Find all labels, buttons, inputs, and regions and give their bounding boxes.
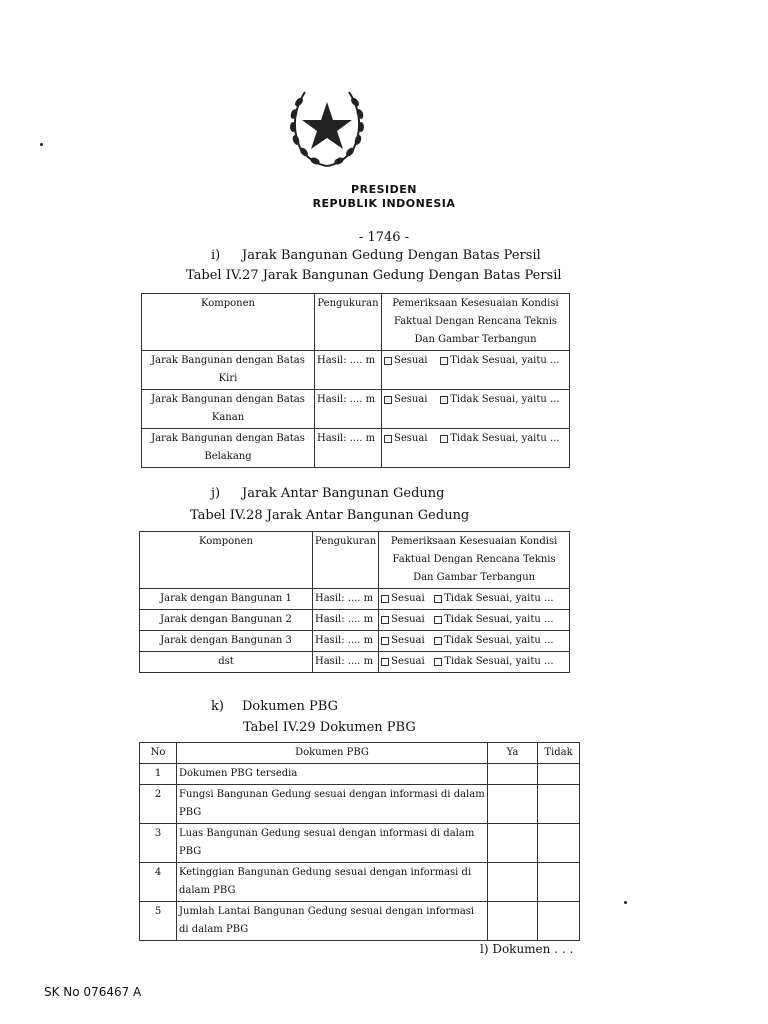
ya-cell[interactable] [488,764,538,785]
no-cell: 5 [140,902,177,941]
hasil-cell: Hasil: .... m [313,652,379,673]
tidak-cell[interactable] [538,902,580,941]
scan-speck [624,901,627,904]
col-pemeriksaan: Pemeriksaan Kesesuaian Kondisi Faktual Dengan Rencana Teknis Dan Gambar Terbangun [382,294,570,351]
status-cell [382,351,570,390]
sesuai-label: Sesuai [391,635,425,646]
sesuai-label: Sesuai [391,656,425,667]
checkbox-icon[interactable] [434,658,442,666]
table-row [142,429,570,468]
checkbox-icon[interactable] [384,435,392,443]
checkbox-icon[interactable] [381,637,389,645]
checkbox-icon[interactable] [440,435,448,443]
hasil-cell: Hasil: .... m [313,610,379,631]
status-cell [379,652,570,673]
col-komponen: Komponen [140,532,313,589]
continuation-text: l) Dokumen . . . [480,942,574,956]
komponen-cell: Jarak dengan Bangunan 1 [140,589,313,610]
komponen-cell: Jarak Bangunan dengan Batas Belakang [142,429,315,468]
checkbox-icon[interactable] [434,616,442,624]
dokumen-cell: Luas Bangunan Gedung sesuai dengan informasi di dalam PBG [177,824,488,863]
table-row [142,390,570,429]
sesuai-label: Sesuai [391,593,425,604]
checkbox-icon[interactable] [384,357,392,365]
table-row [142,351,570,390]
col-pengukuran: Pengukuran [315,294,382,351]
sesuai-label: Sesuai [394,355,428,366]
table28-caption: Tabel IV.28 Jarak Antar Bangunan Gedung [190,508,470,523]
hasil-cell: Hasil: .... m [315,351,382,390]
komponen-cell: Jarak dengan Bangunan 2 [140,610,313,631]
komponen-cell: Jarak dengan Bangunan 3 [140,631,313,652]
hasil-cell: Hasil: .... m [313,589,379,610]
dokumen-cell: Fungsi Bangunan Gedung sesuai dengan informasi di dalam PBG [177,785,488,824]
tidak-label: Tidak Sesuai, yaitu ... [450,355,560,366]
table-row [140,902,580,941]
table-iv27 [141,293,570,468]
checkbox-icon[interactable] [434,595,442,603]
section-j-title: Jarak Antar Bangunan Gedung [242,486,445,501]
no-cell: 3 [140,824,177,863]
tidak-label: Tidak Sesuai, yaitu ... [444,614,554,625]
table-row [140,824,580,863]
table-iv29 [139,742,580,941]
checkbox-icon[interactable] [381,616,389,624]
table29-caption: Tabel IV.29 Dokumen PBG [243,720,416,735]
national-emblem-icon [283,80,371,172]
checkbox-icon[interactable] [440,357,448,365]
table-row [140,589,570,610]
col-komponen: Komponen [142,294,315,351]
tidak-cell[interactable] [538,824,580,863]
status-cell [379,631,570,652]
no-cell: 2 [140,785,177,824]
hasil-cell: Hasil: .... m [315,390,382,429]
header-line1: PRESIDEN [351,183,417,196]
sesuai-label: Sesuai [394,394,428,405]
tidak-cell[interactable] [538,785,580,824]
header-line2: REPUBLIK INDONESIA [312,197,456,210]
no-cell: 4 [140,863,177,902]
table-row [140,610,570,631]
ya-cell[interactable] [488,902,538,941]
komponen-cell: Jarak Bangunan dengan Batas Kiri [142,351,315,390]
tidak-cell[interactable] [538,863,580,902]
komponen-cell: dst [140,652,313,673]
page-number: - 1746 - [358,230,410,245]
sesuai-label: Sesuai [394,433,428,444]
ya-cell[interactable] [488,785,538,824]
tidak-label: Tidak Sesuai, yaitu ... [444,635,554,646]
table-iv28 [139,531,570,673]
tidak-label: Tidak Sesuai, yaitu ... [450,433,560,444]
section-k-marker: k) [211,699,224,714]
tidak-cell[interactable] [538,764,580,785]
section-i-marker: i) [211,248,221,263]
ya-cell[interactable] [488,824,538,863]
checkbox-icon[interactable] [434,637,442,645]
status-cell [382,429,570,468]
komponen-cell: Jarak Bangunan dengan Batas Kanan [142,390,315,429]
col-no: No [140,743,177,764]
dokumen-cell: Dokumen PBG tersedia [177,764,488,785]
status-cell [379,610,570,631]
scan-speck [40,143,43,146]
checkbox-icon[interactable] [381,658,389,666]
status-cell [382,390,570,429]
table-row [140,785,580,824]
checkbox-icon[interactable] [381,595,389,603]
no-cell: 1 [140,764,177,785]
col-pemeriksaan: Pemeriksaan Kesesuaian Kondisi Faktual Dengan Rencana Teknis Dan Gambar Terbangun [379,532,570,589]
table-row [140,764,580,785]
col-ya: Ya [488,743,538,764]
status-cell [379,589,570,610]
col-dokumen: Dokumen PBG [177,743,488,764]
table-row [140,631,570,652]
table27-caption: Tabel IV.27 Jarak Bangunan Gedung Dengan Batas Persil [186,268,562,283]
table-row [140,863,580,902]
checkbox-icon[interactable] [384,396,392,404]
dokumen-cell: Jumlah Lantai Bangunan Gedung sesuai dengan informasi di dalam PBG [177,902,488,941]
tidak-label: Tidak Sesuai, yaitu ... [444,656,554,667]
section-k-title: Dokumen PBG [242,699,338,714]
col-pengukuran: Pengukuran [313,532,379,589]
section-i-title: Jarak Bangunan Gedung Dengan Batas Persil [242,248,541,263]
dokumen-cell: Ketinggian Bangunan Gedung sesuai dengan informasi di dalam PBG [177,863,488,902]
checkbox-icon[interactable] [440,396,448,404]
tidak-label: Tidak Sesuai, yaitu ... [450,394,560,405]
sesuai-label: Sesuai [391,614,425,625]
hasil-cell: Hasil: .... m [315,429,382,468]
tidak-label: Tidak Sesuai, yaitu ... [444,593,554,604]
section-j-marker: j) [211,486,221,501]
hasil-cell: Hasil: .... m [313,631,379,652]
col-tidak: Tidak [538,743,580,764]
table-row [140,652,570,673]
ya-cell[interactable] [488,863,538,902]
serial-number: SK No 076467 A [44,985,142,999]
